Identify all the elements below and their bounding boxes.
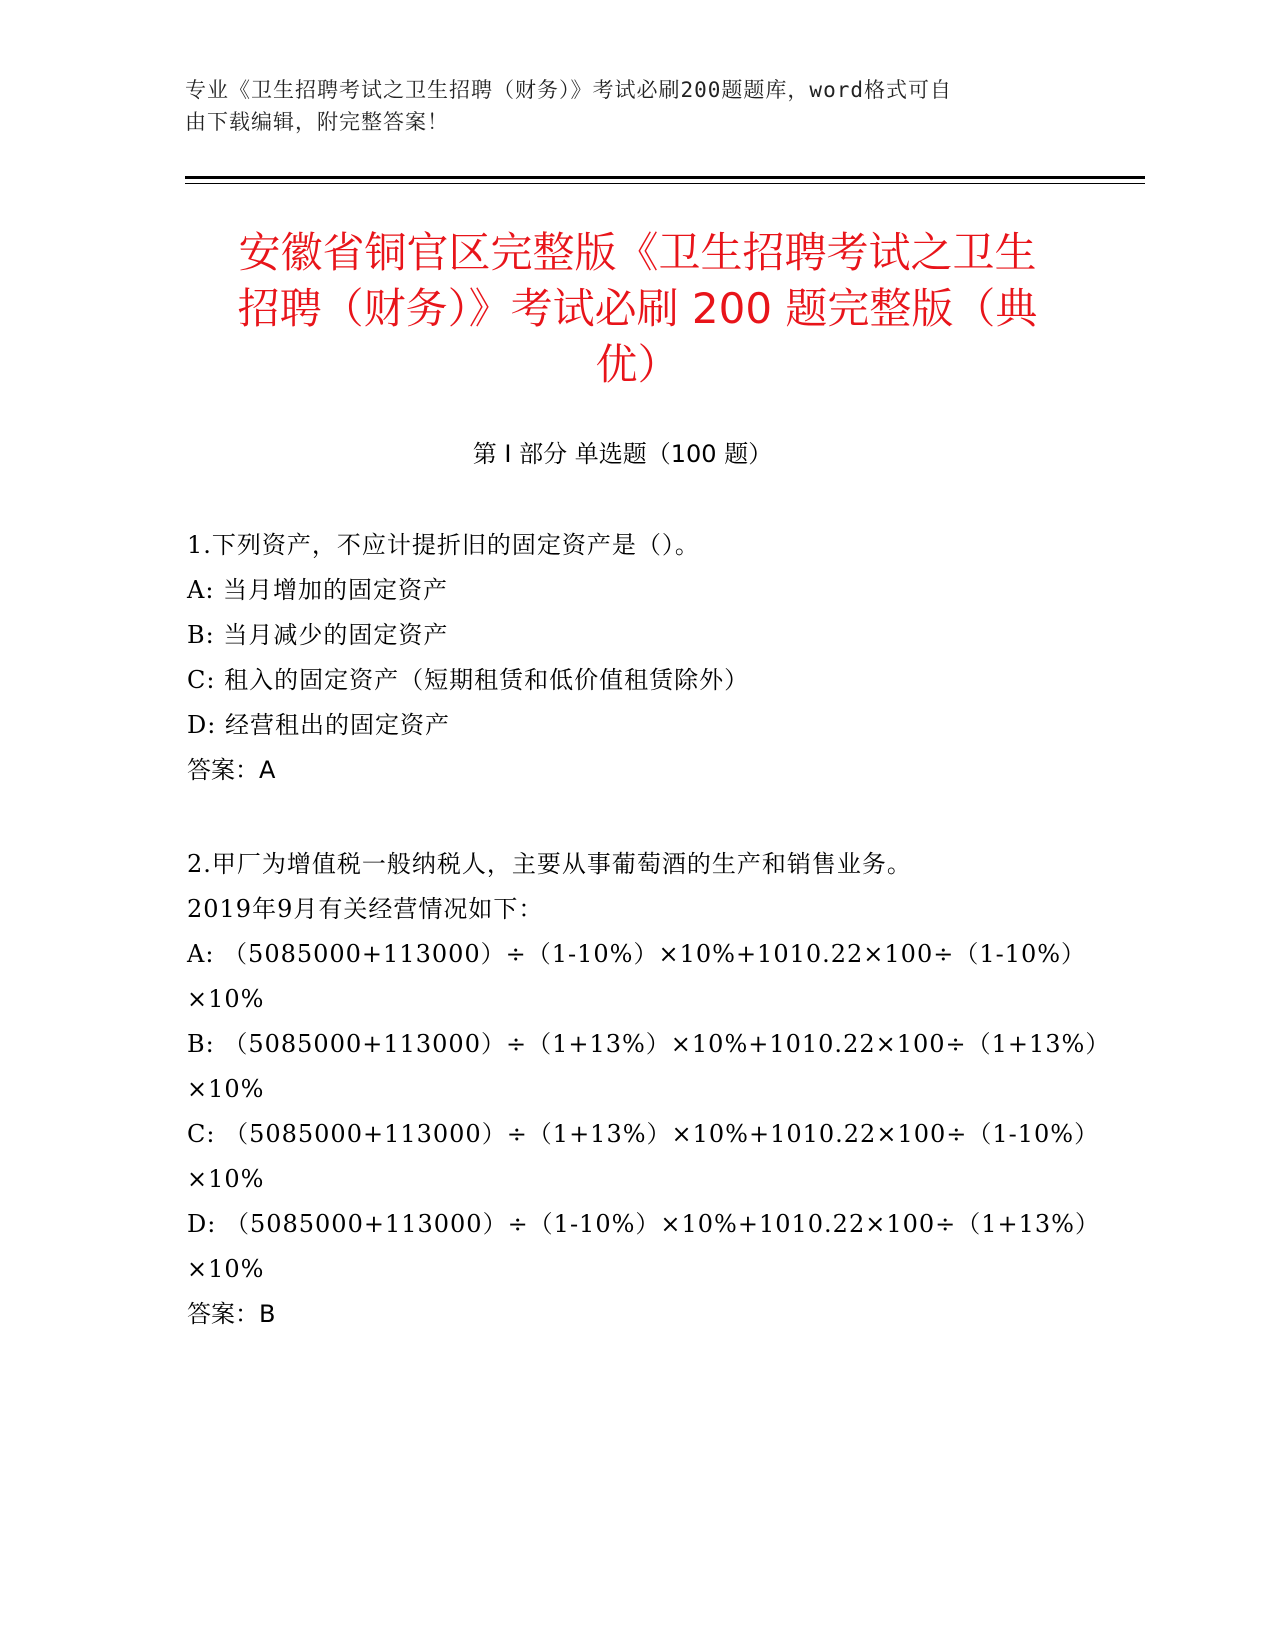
answer-label: 答案：A bbox=[187, 756, 276, 784]
option-a: A: 当月增加的固定资产 bbox=[187, 576, 449, 604]
question-1 bbox=[187, 523, 1067, 793]
header-note-line-2: 由下载编辑，附完整答案！ bbox=[185, 110, 449, 134]
question-stem: 1.下列资产，不应计提折旧的固定资产是（）。 bbox=[187, 531, 700, 559]
option-a: A: （5085000+113000）÷（1-10%）×10%+1010.22×100÷（1-10%） bbox=[187, 940, 1087, 968]
option-b: B: （5085000+113000）÷（1+13%）×10%+1010.22×100÷（1+13%） bbox=[187, 1030, 1111, 1058]
header-note bbox=[185, 74, 1065, 138]
question-stem-line-1: 2.甲厂为增值税一般纳税人，主要从事葡萄酒的生产和销售业务。 bbox=[187, 850, 912, 878]
option-d: D: （5085000+113000）÷（1-10%）×10%+1010.22×100÷（1+13%） bbox=[187, 1210, 1100, 1238]
header-divider-thick bbox=[185, 176, 1145, 179]
option-c-continuation: ×10% bbox=[187, 1165, 265, 1193]
section-heading: 第 I 部分 单选题（100 题） bbox=[472, 440, 773, 468]
header-divider-thin bbox=[185, 183, 1145, 184]
question-stem-line-2: 2019年9月有关经营情况如下： bbox=[187, 895, 544, 923]
answer-label: 答案：B bbox=[187, 1300, 276, 1328]
option-b: B: 当月减少的固定资产 bbox=[187, 621, 449, 649]
option-b-continuation: ×10% bbox=[187, 1075, 265, 1103]
question-2 bbox=[187, 842, 1111, 1337]
option-c: C: 租入的固定资产（短期租赁和低价值租赁除外） bbox=[187, 666, 750, 694]
option-d: D: 经营租出的固定资产 bbox=[187, 711, 450, 739]
option-c: C: （5085000+113000）÷（1+13%）×10%+1010.22×100÷（1-10%） bbox=[187, 1120, 1100, 1148]
title-line-1: 安徽省铜官区完整版《卫生招聘考试之卫生 bbox=[238, 228, 1037, 277]
header-note-line-1: 专业《卫生招聘考试之卫生招聘（财务）》考试必刷200题题库，word格式可自 bbox=[185, 78, 952, 102]
option-a-continuation: ×10% bbox=[187, 985, 265, 1013]
document-title bbox=[190, 225, 1085, 393]
title-line-3: 优） bbox=[595, 340, 680, 389]
title-line-2: 招聘（财务）》考试必刷 200 题完整版（典 bbox=[237, 284, 1038, 333]
option-d-continuation: ×10% bbox=[187, 1255, 265, 1283]
